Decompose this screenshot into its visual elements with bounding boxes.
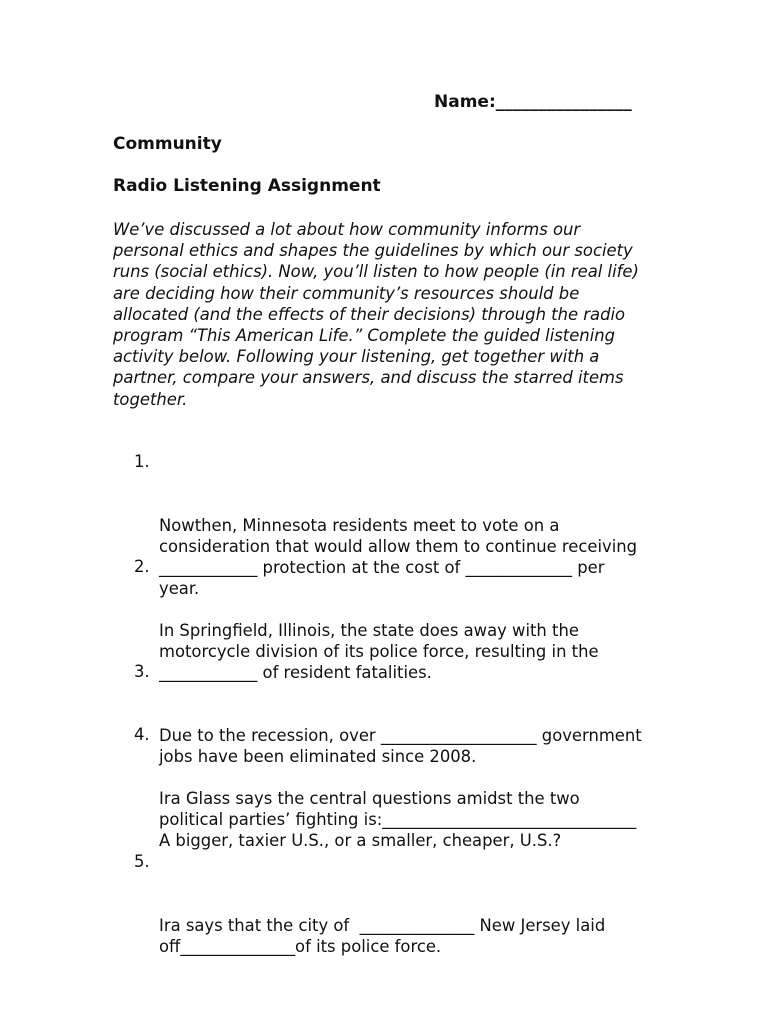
assignment-title: Radio Listening Assignment bbox=[113, 176, 381, 196]
question-text: Nowthen, Minnesota residents meet to vote on a consideration that would allow them to continue receiving ____________ protection at the cost of _____________ per year. bbox=[159, 515, 643, 599]
question-text: Ira Glass says the central questions amidst the two political parties’ fighting is:_______________________________ A bigger, taxier U.S., or a smaller, cheaper, U.S.? bbox=[159, 788, 642, 851]
question-number: 3. bbox=[134, 662, 150, 681]
question-number: 4. bbox=[134, 725, 150, 744]
intro-paragraph: We’ve discussed a lot about how community informs our personal ethics and shapes the guidelines by which our society runs (social ethics). Now, you’ll listen to how people (in real life) are deciding how their community’s resources should be allocated (and the effects of their decisions) through the radio program “This American Life.” Complete the guided listening activity below. Following your listening, get together with a partner, compare your answers, and discuss the starred items together. bbox=[113, 220, 639, 409]
question-text: Ira says that the city of ______________ New Jersey laid off______________of its police force. bbox=[159, 915, 611, 956]
question-number: 5. bbox=[134, 852, 150, 871]
question-text: In Springfield, Illinois, the state does away with the motorcycle division of its police force, resulting in the ____________ of resident fatalities. bbox=[159, 620, 604, 683]
question-number: 1. bbox=[134, 452, 150, 471]
question-number: 2. bbox=[134, 557, 150, 576]
question-item bbox=[113, 851, 648, 999]
question-text: Due to the recession, over ___________________ government jobs have been eliminated since 2008. bbox=[159, 725, 647, 766]
name-field-label: Name:________________ bbox=[434, 92, 632, 112]
page-title: Community bbox=[113, 134, 222, 154]
